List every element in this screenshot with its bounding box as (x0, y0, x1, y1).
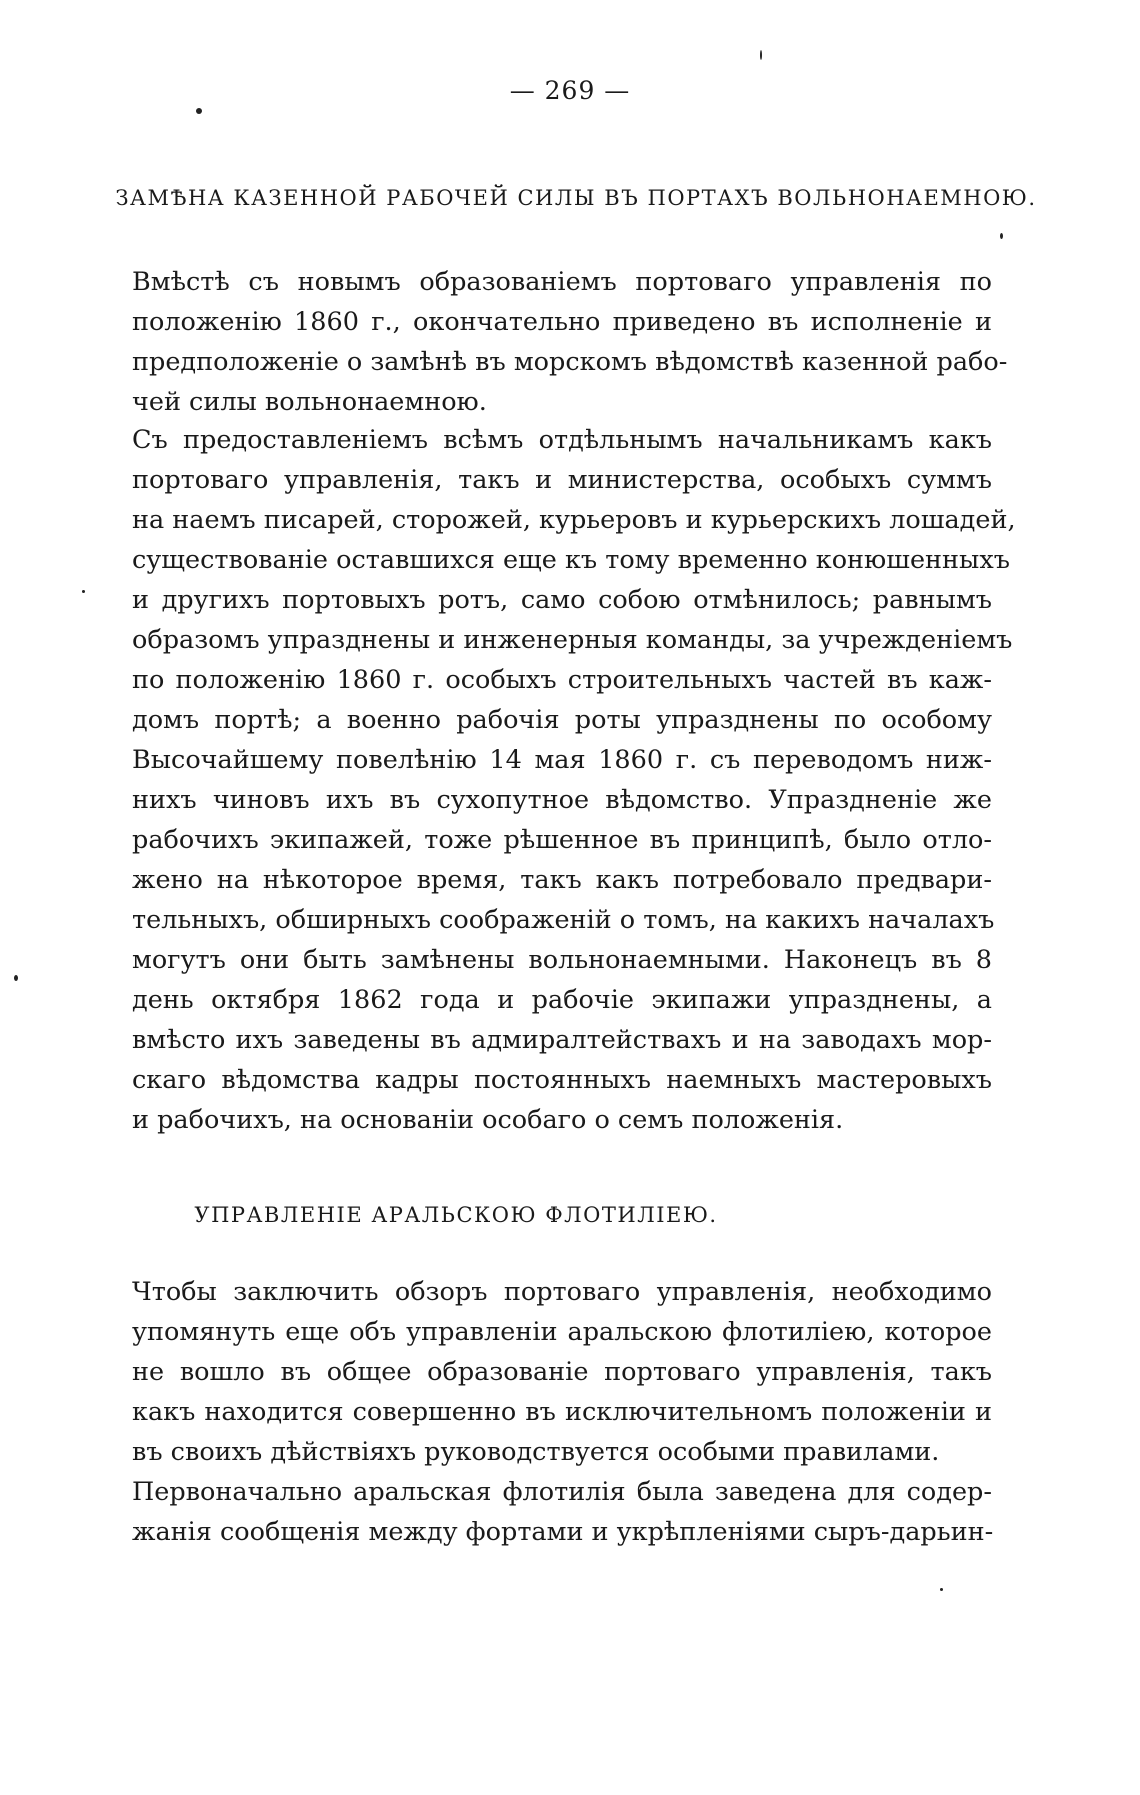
paragraph-3 (132, 1272, 992, 1472)
paragraph-line: могутъ они быть замѣнены вольнонаемными. Наконецъ въ 8 (132, 945, 992, 975)
paragraph-line: домъ портѣ; а военно рабочія роты упразднены по особому (132, 705, 992, 735)
paragraph-line: и другихъ портовыхъ ротъ, само собою отмѣнилось; равнымъ (132, 585, 992, 615)
scan-speck (940, 1588, 943, 1591)
scan-speck (14, 975, 18, 981)
paragraph-4 (132, 1472, 992, 1552)
paragraph-line: жанія сообщенія между фортами и укрѣпленіями сыръ-дарьин- (132, 1517, 994, 1547)
paragraph-line: Высочайшему повелѣнію 14 мая 1860 г. съ переводомъ ниж- (132, 745, 992, 775)
section-heading-aral-flotilla: УПРАВЛЕНІЕ АРАЛЬСКОЮ ФЛОТИЛІЕЮ. (194, 1203, 718, 1227)
paragraph-line: какъ находится совершенно въ исключительномъ положеніи и (132, 1397, 992, 1427)
paragraph-line: упомянуть еще объ управленіи аральскою флотиліею, которое (132, 1317, 992, 1347)
scan-speck (196, 108, 202, 114)
paragraph-line: нихъ чиновъ ихъ въ сухопутное вѣдомство. Упраздненіе же (132, 785, 992, 815)
paragraph-line: скаго вѣдомства кадры постоянныхъ наемныхъ мастеровыхъ (132, 1065, 992, 1095)
page-number: — 269 — (509, 76, 631, 105)
paragraph-line: Вмѣстѣ съ новымъ образованіемъ портоваго управленія по (132, 267, 992, 297)
paragraph-line: рабочихъ экипажей, тоже рѣшенное въ принципѣ, было отло- (132, 825, 992, 855)
paragraph-1 (132, 262, 1008, 422)
paragraph-line: не вошло въ общее образованіе портоваго управленія, такъ (132, 1357, 992, 1387)
section-heading-labor-replacement: ЗАМѢНА КАЗЕННОЙ РАБОЧЕЙ СИЛЫ ВЪ ПОРТАХЪ ВОЛЬНОНАЕМНОЮ. (115, 186, 1037, 210)
scan-speck (82, 590, 85, 593)
paragraph-line: существованіе оставшихся еще къ тому временно конюшенныхъ (132, 545, 1010, 575)
paragraph-2 (132, 420, 1016, 1140)
paragraph-line: образомъ упразднены и инженерныя команды, за учрежденіемъ (132, 625, 1013, 655)
paragraph-line: жено на нѣкоторое время, такъ какъ потребовало предвари- (132, 865, 992, 895)
paragraph-line: день октября 1862 года и рабочіе экипажи упразднены, а (132, 985, 992, 1015)
paragraph-line: тельныхъ, обширныхъ соображеній о томъ, на какихъ началахъ (132, 905, 995, 935)
scan-speck (1000, 233, 1003, 239)
paragraph-line: вмѣсто ихъ заведены въ адмиралтействахъ и на заводахъ мор- (132, 1025, 992, 1055)
paragraph-line: на наемъ писарей, сторожей, курьеровъ и курьерскихъ лошадей, (132, 505, 1016, 535)
paragraph-line: и рабочихъ, на основаніи особаго о семъ положенія. (132, 1105, 844, 1135)
paragraph-line: Съ предоставленіемъ всѣмъ отдѣльнымъ начальникамъ какъ (132, 425, 992, 455)
paragraph-line: положенію 1860 г., окончательно приведено въ исполненіе и (132, 307, 992, 337)
paragraph-line: по положенію 1860 г. особыхъ строительныхъ частей въ каж- (132, 665, 992, 695)
paragraph-line: предположеніе о замѣнѣ въ морскомъ вѣдомствѣ казенной рабо- (132, 347, 1008, 377)
paragraph-line: Первоначально аральская флотилія была заведена для содер- (132, 1477, 992, 1507)
paragraph-line: въ своихъ дѣйствіяхъ руководствуется особыми правилами. (132, 1437, 940, 1467)
paragraph-line: портоваго управленія, такъ и министерства, особыхъ суммъ (132, 465, 992, 495)
paragraph-line: Чтобы заключить обзоръ портоваго управленія, необходимо (132, 1277, 992, 1307)
scan-speck (760, 50, 762, 60)
paragraph-line: чей силы вольнонаемною. (132, 387, 487, 417)
